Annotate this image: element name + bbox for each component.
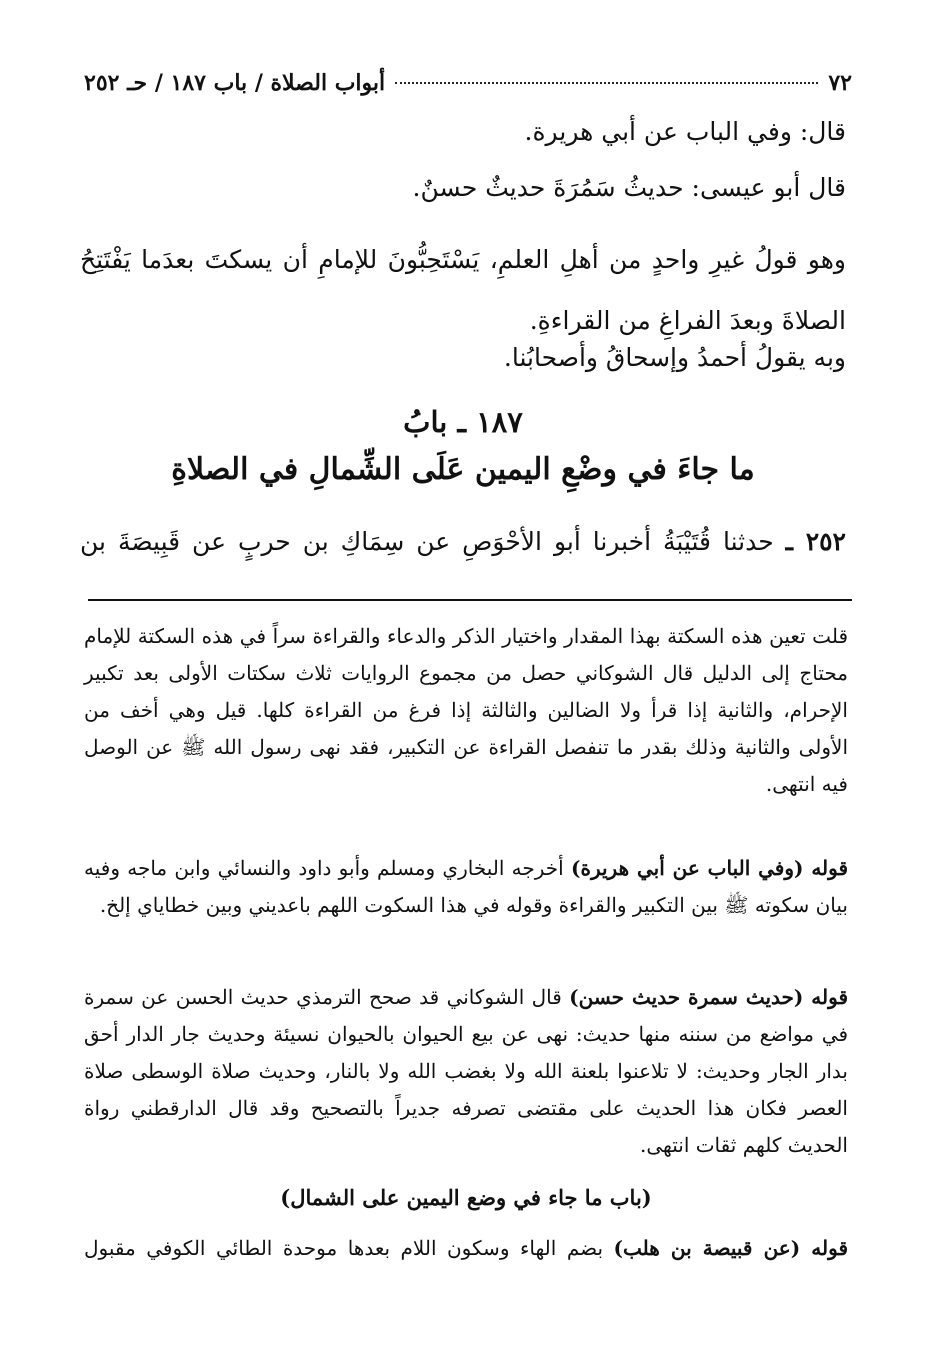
footnote-4-lead: قوله (عن قبيصة بن هلب) <box>613 1236 849 1260</box>
footnote-1 <box>84 618 848 803</box>
main-text-line-2: قال أبو عيسى: حديثُ سَمُرَةَ حديثٌ حسنٌ. <box>412 173 846 202</box>
footnote-chapter-heading: (باب ما جاء في وضع اليمين على الشمال) <box>280 1185 652 1210</box>
footnote-3-lead: قوله (حديث سمرة حديث حسن) <box>569 985 849 1009</box>
main-text-line-4: وبه يقولُ أحمدُ وإسحاقُ وأصحابُنا. <box>503 343 846 372</box>
footnote-2 <box>84 850 848 924</box>
footnote-divider <box>88 599 852 601</box>
footnote-4 <box>84 1236 848 1260</box>
hadith-text: حدثنا قُتَيْبَةُ أخبرنا أبو الأحْوَصِ عن سِمَاكِ بن حربٍ عن قَبِيصَةَ بن <box>80 527 774 556</box>
dotted-leader <box>395 82 818 84</box>
chapter-number: ١٨٧ ـ بابُ <box>403 405 523 439</box>
footnote-2-text: أخرجه البخاري ومسلم وأبو داود والنسائي وابن ماجه وفيه بيان سكوته ﷺ بين التكبير والقراءة وقوله في هذا السكوت اللهم باعديني وبين خطاياي إلخ. <box>84 856 848 917</box>
main-text-paragraph-3: وهو قولُ غيرِ واحدٍ من أهلِ العلمِ، يَسْتَحِبُّونَ للإمامِ أن يسكتَ بعدَما يَفْتَتِحُ الصلاةَ وبعدَ الفراغِ من القراءةِ. <box>80 245 846 335</box>
hadith-number: ٢٥٢ ـ <box>785 527 846 556</box>
chapter-title: ما جاءَ في وضْعِ اليمين عَلَى الشِّمالِ في الصلاةِ <box>171 452 755 487</box>
page-header <box>84 64 852 102</box>
running-title: أبواب الصلاة / باب ١٨٧ / حـ ٢٥٢ <box>84 70 386 96</box>
main-text-line-1: قال: وفي الباب عن أبي هريرة. <box>524 117 846 146</box>
footnote-3-text: قال الشوكاني قد صحح الترمذي حديث الحسن عن سمرة في مواضع من سننه منها حديث: نهى عن بيع الحيوان بالحيوان نسيئة وحديث جار الدار أحق بدار الجار وحديث: لا تلاعنوا بلعنة الله ولا بغضب الله ولا بالنار، وحديث صلاة الوسطى صلاة العصر فكان هذا الحديث على مقتضى تصرفه جديراً بالتصحيح وقد قال الدارقطني رواة الحديث كلهم ثقات انتهى. <box>84 985 848 1157</box>
footnote-3 <box>84 979 848 1164</box>
footnote-4-text: بضم الهاء وسكون اللام بعدها موحدة الطائي الكوفي مقبول <box>84 1236 604 1260</box>
footnote-2-lead: قوله (وفي الباب عن أبي هريرة) <box>571 856 849 880</box>
hadith-line <box>80 527 846 556</box>
main-text-paragraph <box>80 229 846 351</box>
footnote-1-text: قلت تعين هذه السكتة بهذا المقدار واختيار الذكر والدعاء والقراءة سراً في هذه السكتة للإمام محتاج إلى الدليل قال الشوكاني حصل من مجموع الروايات ثلاث سكتات الأولى بعد تكبير الإحرام، والثانية إذا قرأ ولا الضالين والثالثة إذا فرغ من القراءة كلها. قيل وهي أخف من الأولى والثانية وذلك بقدر ما تنفصل القراءة عن التكبير، فقد نهى رسول الله ﷺ عن الوصل فيه انتهى. <box>84 624 848 796</box>
page-number: ٧٢ <box>828 70 852 96</box>
